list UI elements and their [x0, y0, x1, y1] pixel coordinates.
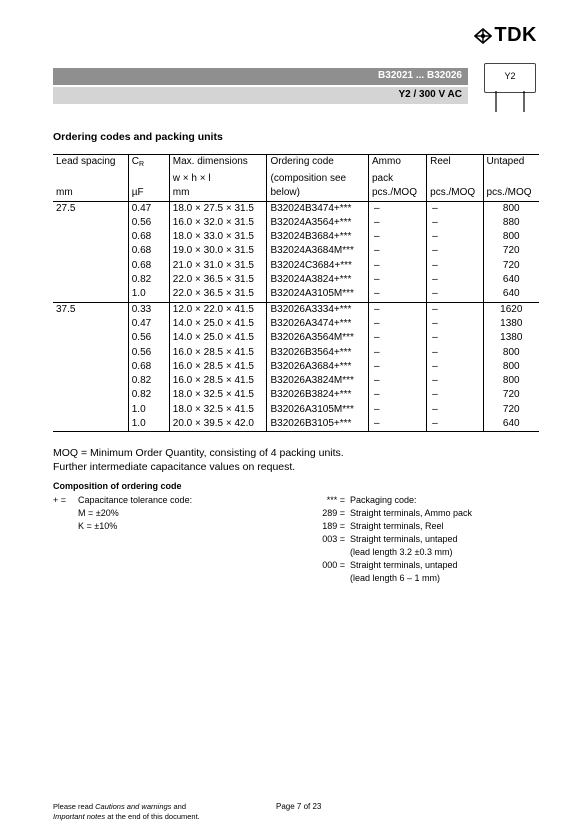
unit-capacitance: µF	[128, 186, 169, 201]
cr-cell: 0.68	[128, 259, 169, 273]
reel-cell: –	[427, 230, 483, 244]
untaped-cell: 800	[483, 360, 539, 374]
reel-cell: –	[427, 273, 483, 287]
code-cell: B32024A3684M***	[267, 244, 369, 258]
cr-cell: 0.82	[128, 374, 169, 388]
ammo-cell: –	[368, 244, 426, 258]
table-row	[53, 201, 539, 216]
code-cell: B32026B3105+***	[267, 417, 369, 432]
code-cell: B32026B3564+***	[267, 346, 369, 360]
composition-title: Composition of ordering code	[53, 481, 182, 491]
tolerance-symbol: + =	[53, 495, 67, 505]
notes	[53, 446, 344, 474]
reel-cell: –	[427, 201, 483, 216]
header-dimensions-formula: w × h × l	[169, 172, 267, 186]
cr-cell: 0.47	[128, 201, 169, 216]
packaging-code: 289 =	[322, 508, 345, 518]
packaging-label: Packaging code:	[350, 495, 417, 505]
reel-cell: –	[427, 346, 483, 360]
table-row	[53, 403, 539, 417]
tolerance-item: K = ±10%	[78, 521, 118, 531]
dims-cell: 18.0 × 27.5 × 31.5	[169, 201, 267, 216]
dims-cell: 21.0 × 31.0 × 31.5	[169, 259, 267, 273]
untaped-cell: 640	[483, 417, 539, 432]
code-cell: B32026A3334+***	[267, 302, 369, 317]
ammo-cell: –	[368, 417, 426, 432]
header-ammo: Ammo	[368, 155, 426, 173]
ordering-codes-table	[53, 154, 539, 432]
ammo-cell: –	[368, 346, 426, 360]
cr-cell: 0.47	[128, 317, 169, 331]
cr-cell: 0.68	[128, 244, 169, 258]
cr-cell: 0.82	[128, 388, 169, 402]
ammo-cell: –	[368, 259, 426, 273]
important-notes-text: Important notes	[53, 812, 106, 821]
untaped-cell: 640	[483, 273, 539, 287]
packaging-desc-detail: (lead length 6 – 1 mm)	[350, 573, 441, 583]
unit-reel: pcs./MOQ	[427, 186, 483, 201]
unit-dimensions: mm	[169, 186, 267, 201]
table-row	[53, 287, 539, 302]
tdk-logo	[474, 24, 537, 47]
reel-cell: –	[427, 360, 483, 374]
ammo-cell: –	[368, 360, 426, 374]
ammo-cell: –	[368, 302, 426, 317]
dims-cell: 18.0 × 32.5 × 41.5	[169, 403, 267, 417]
untaped-cell: 1620	[483, 302, 539, 317]
table-row	[53, 388, 539, 402]
ammo-cell: –	[368, 216, 426, 230]
table-row	[53, 331, 539, 345]
lead-spacing-cell: 37.5	[53, 302, 128, 317]
dims-cell: 22.0 × 36.5 × 31.5	[169, 287, 267, 302]
code-cell: B32026B3824+***	[267, 388, 369, 402]
dims-cell: 18.0 × 32.5 × 41.5	[169, 388, 267, 402]
packaging-desc-detail: (lead length 3.2 ±0.3 mm)	[350, 547, 453, 557]
tdk-logo-text: TDK	[494, 24, 537, 46]
dims-cell: 22.0 × 36.5 × 31.5	[169, 273, 267, 287]
cr-cell: 0.82	[128, 273, 169, 287]
packaging-desc: Straight terminals, Reel	[350, 521, 444, 531]
table-row	[53, 374, 539, 388]
untaped-cell: 800	[483, 374, 539, 388]
ammo-cell: –	[368, 317, 426, 331]
dims-cell: 14.0 × 25.0 × 41.5	[169, 331, 267, 345]
lead-spacing-cell: 27.5	[53, 201, 128, 216]
cr-cell: 1.0	[128, 287, 169, 302]
reel-cell: –	[427, 374, 483, 388]
header-untaped: Untaped	[483, 155, 539, 173]
dims-cell: 14.0 × 25.0 × 41.5	[169, 317, 267, 331]
code-cell: B32026A3474+***	[267, 317, 369, 331]
ammo-cell: –	[368, 201, 426, 216]
untaped-cell: 880	[483, 216, 539, 230]
packaging-desc: Straight terminals, untaped	[350, 560, 458, 570]
packaging-code: 000 =	[322, 560, 345, 570]
untaped-cell: 720	[483, 244, 539, 258]
packaging-code: 189 =	[322, 521, 345, 531]
further-note: Further intermediate capacitance values on request.	[53, 461, 296, 473]
reel-cell: –	[427, 216, 483, 230]
cr-cell: 1.0	[128, 417, 169, 432]
dims-cell: 20.0 × 39.5 × 42.0	[169, 417, 267, 432]
ammo-cell: –	[368, 403, 426, 417]
ammo-cell: –	[368, 388, 426, 402]
table-row	[53, 273, 539, 287]
cr-cell: 0.68	[128, 230, 169, 244]
header-ordering-code-below: below)	[267, 186, 369, 201]
unit-ammo: pcs./MOQ	[368, 186, 426, 201]
packaging-desc: Straight terminals, Ammo pack	[350, 508, 473, 518]
table-row	[53, 259, 539, 273]
unit-lead-spacing: mm	[56, 187, 73, 199]
tolerance-label: Capacitance tolerance code:	[78, 495, 193, 505]
header-series-bar	[53, 68, 468, 85]
table-row	[53, 360, 539, 374]
tdk-emblem-icon	[474, 28, 492, 44]
untaped-cell: 720	[483, 388, 539, 402]
reel-cell: –	[427, 302, 483, 317]
capacitor-leads-icon	[484, 91, 536, 113]
dims-cell: 12.0 × 22.0 × 41.5	[169, 302, 267, 317]
untaped-cell: 1380	[483, 331, 539, 345]
cr-cell: 1.0	[128, 403, 169, 417]
reel-cell: –	[427, 388, 483, 402]
reel-cell: –	[427, 331, 483, 345]
cr-cell: 0.33	[128, 302, 169, 317]
packaging-code-block	[290, 494, 472, 585]
table-row	[53, 346, 539, 360]
dims-cell: 16.0 × 28.5 × 41.5	[169, 346, 267, 360]
reel-cell: –	[427, 417, 483, 432]
reel-cell: –	[427, 403, 483, 417]
cr-cell: 0.68	[128, 360, 169, 374]
dims-cell: 19.0 × 30.0 × 31.5	[169, 244, 267, 258]
code-cell: B32024C3684+***	[267, 259, 369, 273]
reel-cell: –	[427, 244, 483, 258]
dims-cell: 18.0 × 33.0 × 31.5	[169, 230, 267, 244]
class-badge	[484, 63, 536, 93]
tolerance-item: M = ±20%	[78, 508, 119, 518]
header-ordering-code: Ordering code	[267, 155, 369, 173]
unit-untaped: pcs./MOQ	[483, 186, 539, 201]
ammo-cell: –	[368, 230, 426, 244]
untaped-cell: 720	[483, 259, 539, 273]
class-badge-label: Y2	[504, 71, 516, 81]
page-number: Page 7 of 23	[276, 802, 322, 811]
code-cell: B32024B3474+***	[267, 201, 369, 216]
code-cell: B32024A3824+***	[267, 273, 369, 287]
voltage-rating: Y2 / 300 V AC	[398, 89, 462, 100]
code-cell: B32024A3105M***	[267, 287, 369, 302]
untaped-cell: 1380	[483, 317, 539, 331]
code-cell: B32024A3564+***	[267, 216, 369, 230]
series-range: B32021 ... B32026	[378, 70, 462, 81]
dims-cell: 16.0 × 28.5 × 41.5	[169, 374, 267, 388]
cr-cell: 0.56	[128, 331, 169, 345]
untaped-cell: 800	[483, 201, 539, 216]
tolerance-code-block	[53, 494, 192, 533]
footer-notice: Please read Cautions and warnings and Important notes at the end of this document.	[53, 802, 200, 821]
moq-note: MOQ = Minimum Order Quantity, consisting of 4 packing units.	[53, 447, 344, 459]
ammo-cell: –	[368, 273, 426, 287]
table-row	[53, 302, 539, 317]
cr-cell: 0.56	[128, 216, 169, 230]
table-header-row	[53, 155, 539, 173]
header-capacitance	[128, 155, 169, 173]
code-cell: B32026A3105M***	[267, 403, 369, 417]
table-row	[53, 216, 539, 230]
untaped-cell: 800	[483, 346, 539, 360]
reel-cell: –	[427, 317, 483, 331]
code-cell: B32026A3684+***	[267, 360, 369, 374]
ammo-cell: –	[368, 331, 426, 345]
dims-cell: 16.0 × 28.5 × 41.5	[169, 360, 267, 374]
cr-cell: 0.56	[128, 346, 169, 360]
dims-cell: 16.0 × 32.0 × 31.5	[169, 216, 267, 230]
header-ordering-code-note: (composition see	[267, 172, 369, 186]
ammo-cell: –	[368, 374, 426, 388]
table-units-row	[53, 186, 539, 201]
code-cell: B32026A3824M***	[267, 374, 369, 388]
reel-cell: –	[427, 287, 483, 302]
header-dimensions: Max. dimensions	[169, 155, 267, 173]
table-header-row	[53, 172, 539, 186]
header-rating-bar	[53, 87, 468, 104]
packaging-desc: Straight terminals, untaped	[350, 534, 458, 544]
header-reel: Reel	[427, 155, 483, 173]
untaped-cell: 720	[483, 403, 539, 417]
table-row	[53, 230, 539, 244]
table-row	[53, 417, 539, 432]
header-cr-sub: R	[138, 161, 145, 168]
packaging-symbol: *** =	[326, 495, 345, 505]
untaped-cell: 640	[483, 287, 539, 302]
header-lead-spacing: Lead spacing	[53, 155, 128, 173]
table-header	[53, 155, 539, 202]
packaging-code: 003 =	[322, 534, 345, 544]
untaped-cell: 800	[483, 230, 539, 244]
reel-cell: –	[427, 259, 483, 273]
header-ammo-pack: pack	[368, 172, 426, 186]
code-cell: B32024B3684+***	[267, 230, 369, 244]
cautions-link-text: Cautions and warnings	[95, 802, 172, 811]
code-cell: B32026A3564M***	[267, 331, 369, 345]
table-body	[53, 201, 539, 432]
section-title: Ordering codes and packing units	[53, 131, 223, 143]
table-row	[53, 317, 539, 331]
table-row	[53, 244, 539, 258]
header-cr-main: C	[131, 156, 139, 167]
ammo-cell: –	[368, 287, 426, 302]
